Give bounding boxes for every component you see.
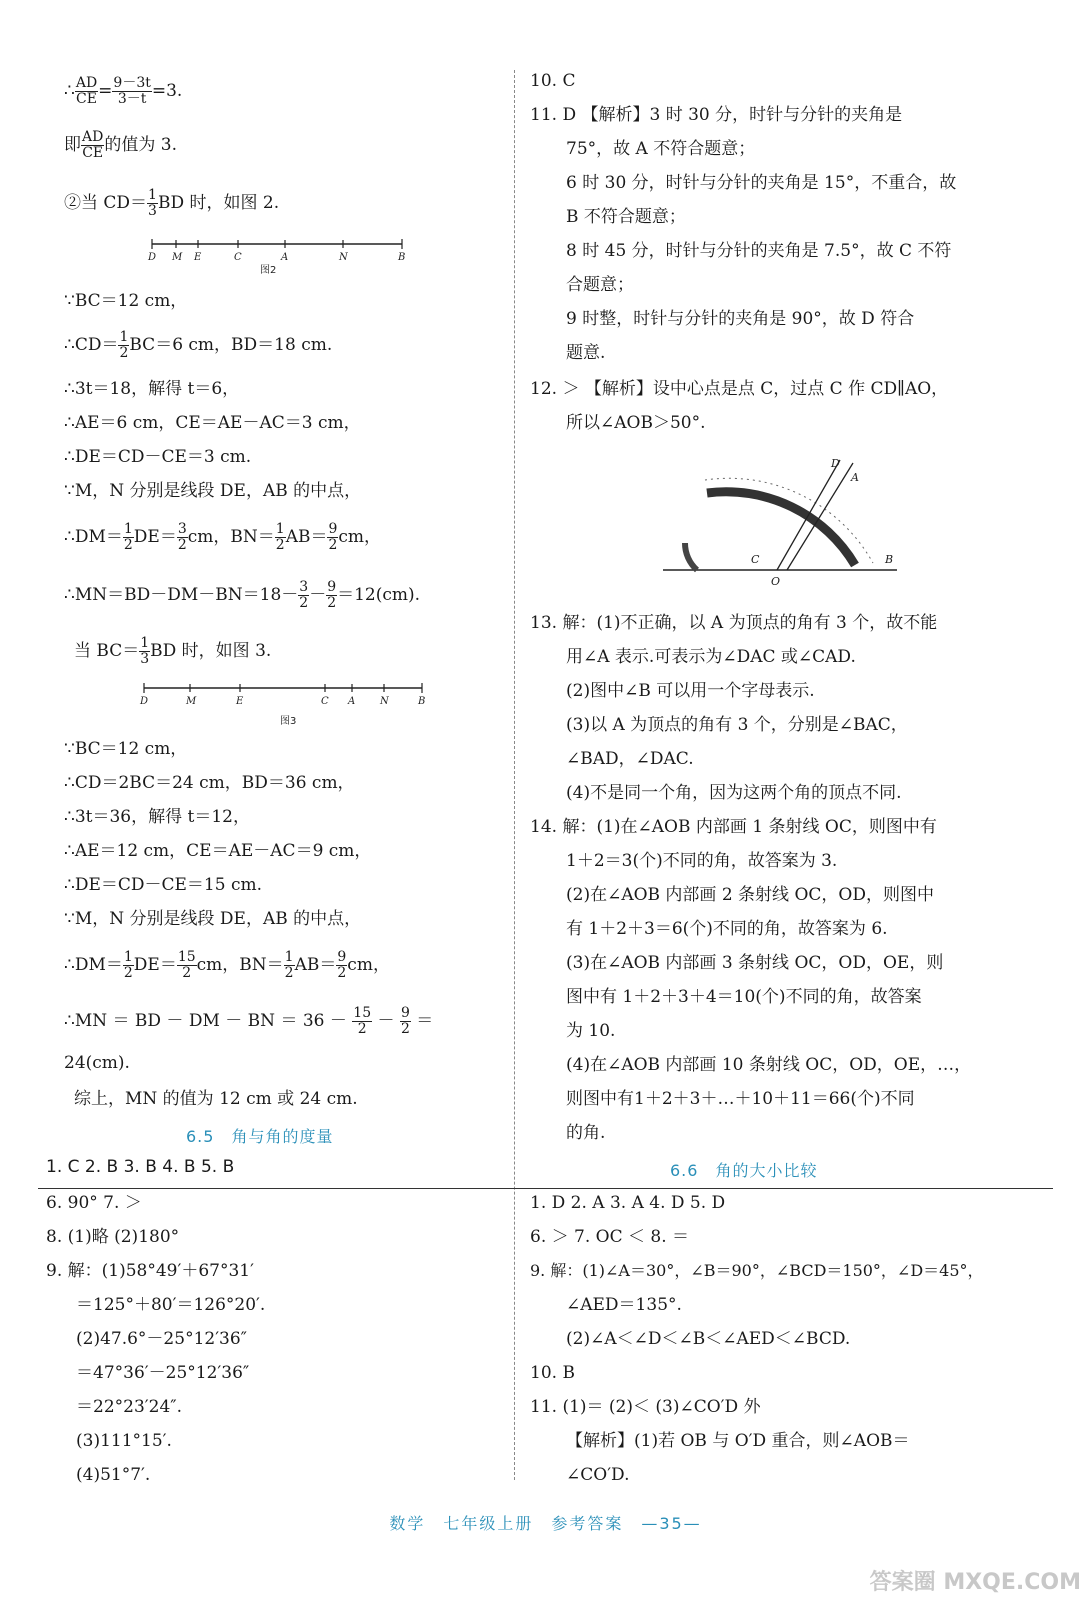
fig2-label: D [148,252,157,263]
text-line: ∴3t＝36，解得 t＝12， [64,807,250,827]
text-line: ＝22°23′24″. [76,1397,183,1417]
text-line: 的角. [566,1123,606,1143]
text-line: ∴AE＝6 cm，CE＝AE－AC＝3 cm， [64,413,361,433]
fig2-label: C [234,252,242,263]
text-line: 1＋2＝3(个)不同的角，故答案为 3. [566,851,838,871]
section-title-6-6: 6.6 角的大小比较 [670,1161,818,1180]
text-line: 当 BC＝ $\frac{1}{3}$ BD 时，如图 3. [74,635,272,667]
text-line: 用∠A 表示.可表示为∠DAC 或∠CAD. [566,647,856,667]
text-line: 9 时整，时针与分针的夹角是 90°，故 D 符合 [566,309,915,329]
text-line: ∴CD＝2BC＝24 cm，BD＝36 cm， [64,773,355,793]
text-line: 6 时 30 分，时针与分针的夹角是 15°，不重合，故 [566,173,957,193]
figure-2-line-segment [140,236,410,276]
text-line: ∴DM＝ $\frac{1}{2}$ DE＝ $\frac{15}{2}$ cm，BN＝ $\frac{1}{2}$ AB＝ $\frac{9}{2}$ cm， [64,949,390,981]
answer-row: 11. D 【解析】3 时 30 分，时针与分针的夹角是 [530,105,903,125]
answer-row: 14. 解：(1)在∠AOB 内部画 1 条射线 OC，则图中有 [530,817,937,837]
text-line: (4)不是同一个角，因为这两个角的顶点不同. [566,783,902,803]
text-line: ∴3t＝18，解得 t＝6， [64,379,240,399]
answer-row: 6. 90° 7. ＞ [46,1193,142,1213]
figure-3-line-segment [130,680,430,730]
page-footer: 数学 七年级上册 参考答案 —35— [389,1514,702,1533]
text-line: ∠CO′D. [566,1465,630,1485]
protractor-label: C [751,553,760,566]
fig3-label: B [418,696,426,707]
fig3-label: M [186,696,197,707]
text-line: ∵M，N 分别是线段 DE，AB 的中点， [64,909,362,929]
text-line: ∠BAD，∠DAC. [566,749,694,769]
text-line: ∴AE＝12 cm，CE＝AE－AC＝9 cm， [64,841,372,861]
text-line: 合题意； [566,275,634,295]
text-line: (3)111°15′. [76,1431,172,1451]
text-line: 【解析】(1)若 OB 与 O′D 重合，则∠AOB＝ [566,1431,910,1451]
text-line: ∴CD＝ $\frac{1}{2}$ BC＝6 cm，BD＝18 cm. [64,329,333,361]
fig3-label: N [380,696,389,707]
text-line: (2)47.6°－25°12′36″ [76,1329,248,1349]
text-line: ∴MN ＝ BD － DM － BN ＝ 36 － $\frac{15}{2}$ － $\frac{9}{2}$ ＝ [64,1005,434,1037]
answer-row: 1. D 2. A 3. A 4. D 5. D [530,1193,726,1213]
text-line: ∵BC＝12 cm， [64,739,188,759]
text-line: (3)在∠AOB 内部画 3 条射线 OC，OD，OE，则 [566,953,944,973]
text-line: ∵BC＝12 cm， [64,291,188,311]
fig3-caption: 图3 [280,716,297,727]
answer-row: 9. 解：(1)58°49′＋67°31′ [46,1261,254,1281]
text-line: ∠AED＝135°. [566,1295,682,1315]
answer-row: 10. C [530,71,576,91]
text-line: (4)51°7′. [76,1465,151,1485]
protractor-label: O [771,575,781,588]
watermark-logo: 答案圈 MXQE.COM [869,1570,1081,1595]
answer-row: 11. (1)＝ (2)＜ (3)∠CO′D 外 [530,1397,761,1417]
text-line: (3)以 A 为顶点的角有 3 个，分别是∠BAC， [566,715,908,735]
answer-row: 9. 解：(1)∠A＝30°，∠B＝90°，∠BCD＝150°，∠D＝45°， [530,1261,984,1280]
text-line: ②当 CD＝ $\frac{1}{3}$ BD 时，如图 2. [64,187,280,219]
answer-row: 6. ＞ 7. OC ＜ 8. ＝ [530,1227,690,1247]
text-line: ∴DE＝CD－CE＝3 cm. [64,447,252,467]
text-line: (2)在∠AOB 内部画 2 条射线 OC，OD，则图中 [566,885,934,905]
fig3-label: D [140,696,149,707]
text-line: 则图中有1＋2＋3＋…＋10＋11＝66(个)不同 [566,1089,915,1109]
answer-row: 8. (1)略 (2)180° [46,1227,180,1247]
protractor-figure [655,455,910,590]
text-line: 24(cm). [64,1053,130,1073]
answer-row: 10. B [530,1363,575,1383]
text-line: 8 时 45 分，时针与分针的夹角是 7.5°，故 C 不符 [566,241,952,261]
text-line: 75°，故 A 不符合题意； [566,139,756,159]
fig2-label: M [172,252,183,263]
text-line: (4)在∠AOB 内部画 10 条射线 OC，OD，OE，…， [566,1055,972,1075]
text-line: 图中有 1＋2＋3＋4＝10(个)不同的角，故答案 [566,987,922,1007]
fig2-label: E [194,252,202,263]
answer-row: 1. C 2. B 3. B 4. B 5. B [46,1157,235,1177]
text-line: ∵M，N 分别是线段 DE，AB 的中点， [64,481,362,501]
protractor-label: A [851,471,859,484]
text-line: B 不符合题意； [566,207,686,227]
text-line: 所以∠AOB＞50°. [566,413,706,433]
answer-row: 12. ＞ 【解析】设中心点是点 C，过点 C 作 CD∥AO， [530,379,949,399]
fig3-label: E [236,696,244,707]
text-line: 为 10. [566,1021,616,1041]
text-line: 综上，MN 的值为 12 cm 或 24 cm. [74,1089,358,1109]
eq-ad-ce: ∴ $\frac{AD}{CE}$ = $\frac{9-3t}{3-t}$ =3. [64,75,183,107]
fig3-label: A [348,696,356,707]
text-line: 即 $\frac{AD}{CE}$ 的值为 3. [64,129,177,161]
horizontal-rule [38,1188,1053,1189]
column-divider [514,70,515,1480]
fig2-label: N [339,252,348,263]
text-line: ∴MN＝BD－DM－BN＝18－ $\frac{3}{2}$ － $\frac{9}{2}$ ＝12(cm). [64,579,421,611]
text-line: ∴DE＝CD－CE＝15 cm. [64,875,262,895]
protractor-label: D [831,457,840,470]
text-line: (2)∠A＜∠D＜∠B＜∠AED＜∠BCD. [566,1329,851,1349]
fig2-caption: 图2 [260,265,277,276]
text-line: ∴DM＝ $\frac{1}{2}$ DE＝ $\frac{3}{2}$ cm，BN＝ $\frac{1}{2}$ AB＝ $\frac{9}{2}$ cm， [64,521,382,553]
answer-row: 13. 解：(1)不正确，以 A 为顶点的角有 3 个，故不能 [530,613,938,633]
fig3-label: C [321,696,329,707]
text-line: 有 1＋2＋3＝6(个)不同的角，故答案为 6. [566,919,888,939]
text-line: (2)图中∠B 可以用一个字母表示. [566,681,815,701]
text-line: 题意. [566,343,606,363]
fig2-label: A [281,252,289,263]
text-line: ＝47°36′－25°12′36″ [76,1363,250,1383]
fig2-label: B [398,252,406,263]
protractor-label: B [885,553,894,566]
section-title-6-5: 6.5 角与角的度量 [186,1127,334,1146]
text-line: ＝125°＋80′＝126°20′. [76,1295,266,1315]
